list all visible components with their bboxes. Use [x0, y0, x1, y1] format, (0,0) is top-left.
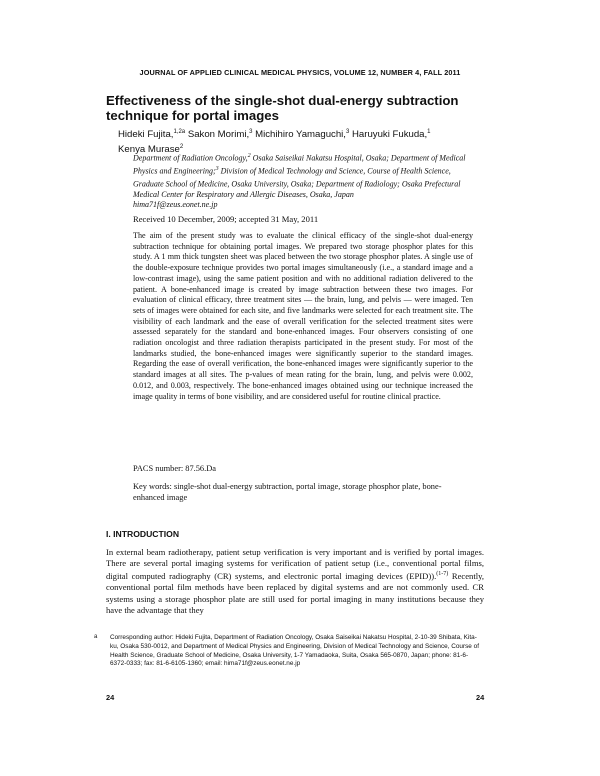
author-name: Kenya Murase — [118, 144, 180, 156]
page-number-left: 24 — [106, 693, 115, 702]
author-email: hima71f@zeus.eonet.ne.jp — [133, 199, 218, 209]
introduction-text: Recently, conventional portal film methods have been replaced by digital systems and are not commonly used. CR systems using a storage phosphor plate are still used for portal imaging in many institutions because they have the advantage that they — [106, 571, 484, 615]
introduction-paragraph — [106, 547, 484, 616]
author-affiliation-marker: 1 — [427, 129, 431, 135]
author-affiliation-marker: 1,2a — [173, 129, 186, 135]
citation-ref: (1-7) — [436, 571, 449, 578]
affiliation-text: Osaka Prefectural Medical Center for Respiratory and Allergic Diseases, Osaka, Japan — [133, 179, 461, 199]
journal-header: JOURNAL OF APPLIED CLINICAL MEDICAL PHYSICS, VOLUME 12, NUMBER 4, FALL 2011 — [139, 68, 461, 77]
author-name: Sakon Morimi, — [187, 129, 250, 141]
affiliation-text: Division of Medical Technology and Science, Course of Health Science, Graduate School of Medicine, Osaka University, Osaka; Department of Radiology; — [133, 166, 451, 189]
affiliation-text: Department of Radiation Oncology, — [133, 153, 248, 163]
section-heading-introduction: I. INTRODUCTION — [106, 529, 180, 539]
corresponding-author-footnote — [94, 634, 484, 669]
page-number-right: 24 — [476, 693, 485, 702]
footnote-text: Corresponding author: Hideki Fujita, Department of Radiation Oncology, Osaka Saiseikai Nakatsu Hospital, 2-10-39 Shibata, Kita-ku, Osaka 530-0012, and Department of Medical Physics and Engineering, Division of Medical Technology and Science, Course of Health Science, Graduate School of Medicine, Osaka University, 1-7 Yamadaoka, Suita, Osaka 565-0870, Japan; phone: 81-6-6372-0333; fax: 81-6-6105-1360; email: hima71f@zeus.eonet.ne.jp — [110, 634, 479, 668]
article-title: Effectiveness of the single-shot dual-energy subtraction technique for portal images — [106, 93, 459, 123]
pacs-number: PACS number: 87.56.Da — [133, 464, 216, 473]
author-name: Hideki Fujita, — [118, 129, 174, 141]
received-date: Received 10 December, 2009; accepted 31 May, 2011 — [133, 214, 319, 224]
footnote-marker: a — [94, 634, 98, 640]
keywords: Key words: single-shot dual-energy subtraction, portal image, storage phosphor plate, bone-enhanced image — [133, 482, 442, 502]
affiliation-marker: 3 — [215, 165, 219, 172]
abstract: The aim of the present study was to evaluate the clinical efficacy of the single-shot dual-energy subtraction technique for obtaining portal images. We prepared two storage phosphor plates for this study. A 1 mm thick tungsten sheet was placed between the two storage phosphor plates. A single use of the double-exposure technique provides two portal images simultaneously (i.e., a standard image and a low-contrast image), using the same patient position and with no additional radiation delivered to the patient. A bone-enhanced image is created by image subtraction between these two images. For evaluation of clinical efficacy, three treatment sites — the brain, lung, and pelvis — were imaged. Ten sets of images were obtained for each site, and five landmarks were selected for each treatment site. The visibility of each landmark and the ease of overall verification for the selected treatment sites were assessed separately for the standard and bone-enhanced images. Four observers consisting of one radiation oncologist and three radiation therapists participated in the present study. For most of the landmarks studied, the bone-enhanced images were significantly superior to the standard images. Regarding the ease of overall verification, the bone-enhanced images were significantly superior to the standard images at all sites. The p-values of mean rating for the brain, lung, and pelvis were 0.002, 0.012, and 0.003, respectively. The bone-enhanced images obtained using our technique increased the image quality in terms of bone visibility, and are considered useful for routine clinical practice. — [133, 231, 473, 401]
author-affiliation-marker: 3 — [345, 129, 350, 135]
affiliations — [133, 151, 473, 210]
author-name: Michihiro Yamaguchi, — [255, 129, 346, 141]
introduction-text: In external beam radiotherapy, patient setup verification is very important and is verified by portal images. There are several portal imaging systems for verification of patient setup (i.e., conventional portal films, digital computed radiography (CR) systems, and electronic portal imaging devices (EPID)). — [106, 547, 484, 582]
author-name: Haruyuki Fukuda, — [351, 129, 428, 141]
author-affiliation-marker: 2 — [179, 144, 184, 151]
affiliation-marker: 2 — [247, 153, 251, 159]
affiliation-text: Osaka Saiseikai Nakatsu Hospital, Osaka; Department of Medical Physics and Engineering; — [133, 153, 466, 176]
author-affiliation-marker: 3 — [249, 129, 253, 135]
